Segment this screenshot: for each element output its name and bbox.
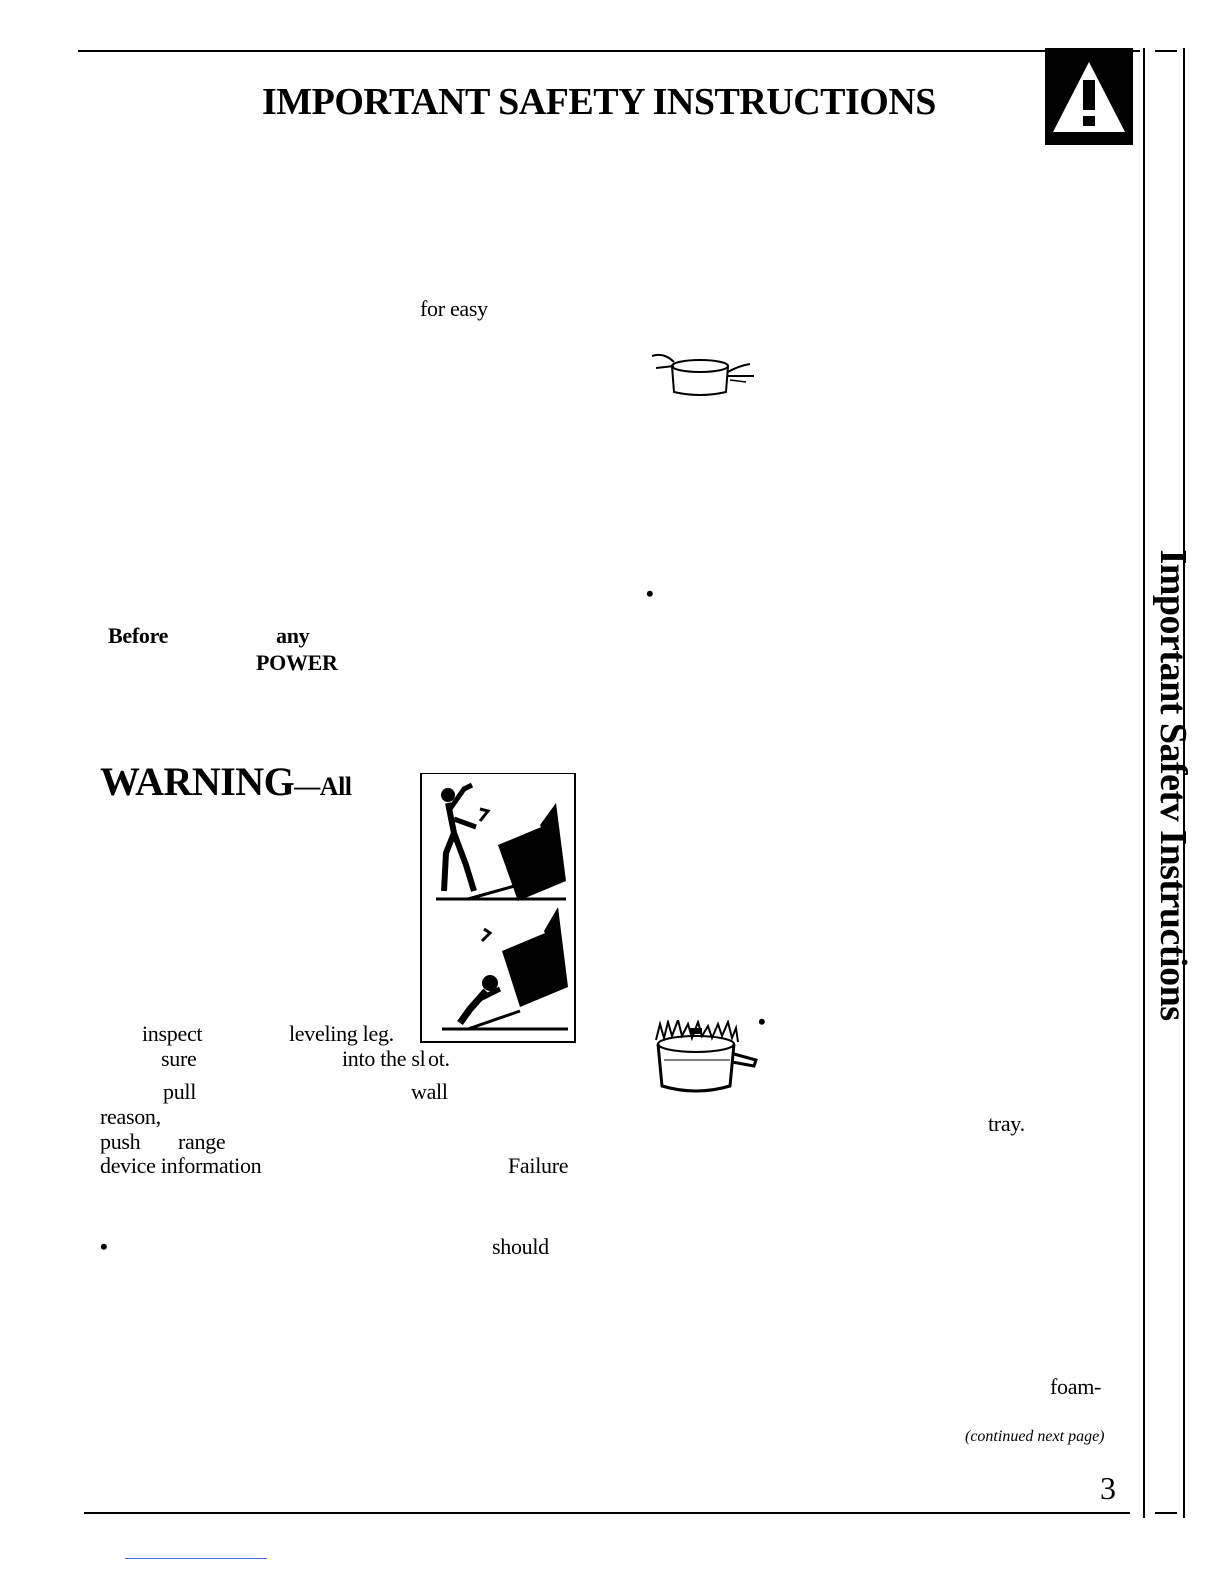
- bullet: •: [100, 1234, 108, 1259]
- text-pull: pull: [163, 1079, 197, 1104]
- warning-triangle-icon: [1045, 48, 1133, 145]
- frame-bottom: [420, 1041, 576, 1043]
- bottom-rule-right: [1155, 1512, 1177, 1514]
- text-for-easy: for easy: [420, 296, 488, 321]
- warning-label: WARNING: [100, 759, 295, 804]
- frame-top: [420, 773, 576, 774]
- text-into-the: into the sl: [342, 1046, 426, 1071]
- text-foam: foam-: [1050, 1374, 1102, 1399]
- bullet: •: [758, 1009, 766, 1034]
- text-device-information: device information: [100, 1153, 262, 1178]
- page-number: 3: [1100, 1470, 1116, 1506]
- text-power: POWER: [256, 650, 338, 675]
- warning-heading: [100, 758, 352, 805]
- right-frame-line: [1143, 48, 1145, 1518]
- pot-with-hands-icon: [650, 348, 758, 400]
- side-tab-label: Important Safetv Instructions: [1152, 549, 1194, 1021]
- text-failure: Failure: [508, 1153, 569, 1178]
- text-leveling-leg: leveling leg.: [289, 1021, 394, 1046]
- section-side-tab: [1148, 549, 1198, 1021]
- top-rule-right: [1155, 50, 1177, 52]
- text-should: should: [492, 1234, 549, 1259]
- text-ot: ot.: [428, 1046, 450, 1071]
- text-before: Before: [108, 623, 169, 648]
- continued-note: (continued next page): [965, 1428, 1105, 1445]
- range-tip-over-warning-icon: [420, 773, 576, 1043]
- top-rule: [78, 50, 1140, 52]
- text-range: range: [178, 1129, 226, 1154]
- bottom-rule: [84, 1512, 1130, 1514]
- page-title: IMPORTANT SAFETY INSTRUCTIONS: [262, 81, 936, 123]
- pot-on-flame-icon: [650, 1020, 760, 1096]
- warning-badge: [1045, 48, 1133, 145]
- bullet: •: [646, 581, 654, 606]
- tip-over-warning-figure: [420, 773, 576, 1043]
- link-underline: [125, 1558, 267, 1559]
- frame-left: [420, 773, 422, 1043]
- text-tray: tray.: [988, 1111, 1025, 1136]
- frame-right: [574, 773, 576, 1043]
- warning-suffix: —All: [294, 772, 352, 801]
- text-reason: reason,: [100, 1104, 161, 1129]
- text-wall: wall: [411, 1079, 448, 1104]
- text-inspect: inspect: [142, 1021, 203, 1046]
- text-push: push: [100, 1129, 141, 1154]
- text-sure: sure: [161, 1046, 197, 1071]
- text-any: any: [276, 623, 310, 648]
